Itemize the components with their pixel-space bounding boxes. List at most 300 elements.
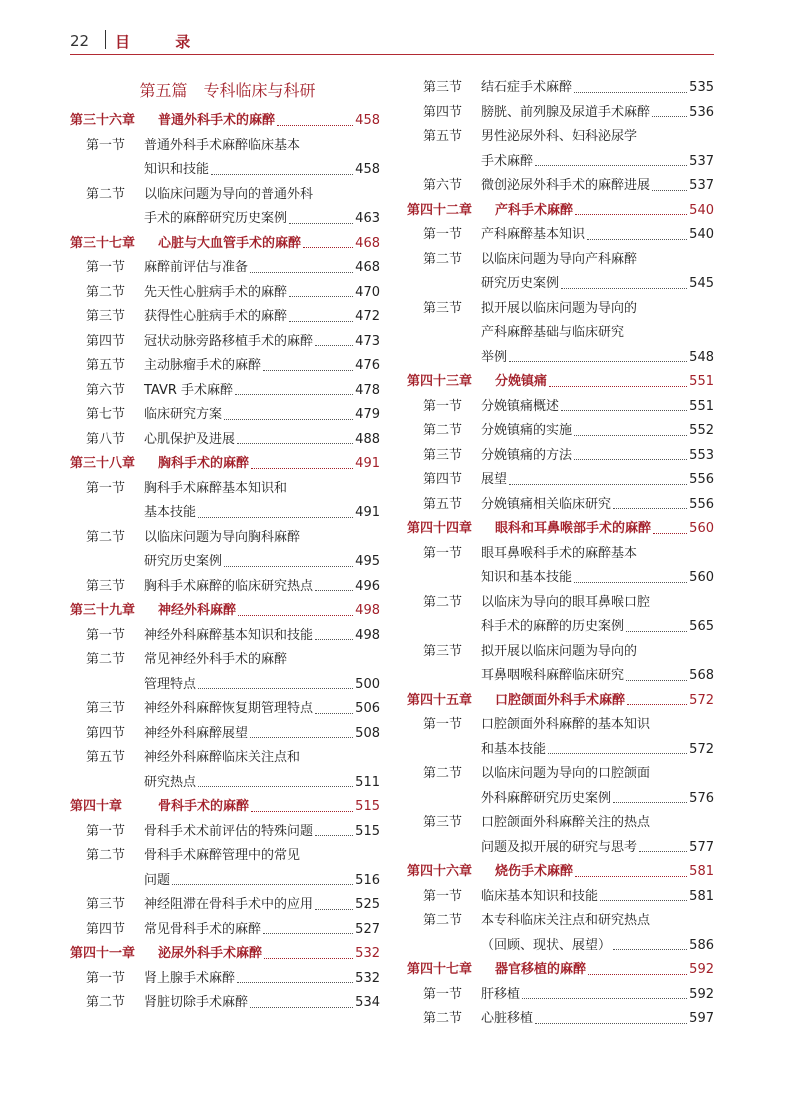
entry-title-line: [481, 640, 714, 665]
section-label: 第一节: [423, 545, 463, 561]
page-ref: 527: [355, 921, 380, 937]
section-label: 第五节: [423, 496, 463, 512]
dot-leader: [574, 419, 687, 436]
section-title: 胸科手术麻醉基本知识和: [144, 480, 288, 496]
toc-section-entry[interactable]: [70, 526, 380, 551]
section-title: 肾脏切除手术麻醉: [144, 995, 249, 1010]
section-title: 口腔颌面外科麻醉的基本知识: [481, 717, 651, 732]
page-ref: 576: [689, 790, 714, 806]
dot-leader: [289, 207, 353, 224]
toc-section-entry[interactable]: [70, 403, 380, 428]
dot-leader: [588, 958, 687, 975]
page-ref: 491: [355, 456, 380, 471]
dot-leader: [237, 967, 353, 984]
page-ref: 586: [689, 937, 714, 953]
page-ref: 458: [355, 162, 380, 177]
dot-leader: [639, 836, 687, 853]
entry-title-line: [481, 811, 714, 836]
entry-title-line: [481, 934, 714, 959]
page-ref: 479: [355, 407, 380, 422]
toc-section-entry[interactable]: [407, 272, 714, 297]
entry-title-line: [144, 967, 380, 992]
toc-section-entry[interactable]: [407, 76, 714, 101]
page-ref: 597: [689, 1011, 714, 1026]
section-title: 麻醉前评估与准备: [144, 260, 249, 275]
toc-chapter-entry[interactable]: [70, 232, 380, 257]
section-title: （回顾、现状、展望）: [481, 937, 612, 953]
section-title: 产科麻醉基础与临床研究: [481, 325, 625, 340]
section-title: 微创泌尿外科手术的麻醉进展: [481, 178, 651, 193]
toc-chapter-entry[interactable]: [70, 795, 380, 820]
entry-title-line: [144, 722, 380, 747]
entry-title-line: [144, 820, 380, 845]
section-title: 问题及拟开展的研究与思考: [481, 839, 638, 855]
dot-leader: [315, 575, 353, 592]
dot-leader: [626, 615, 687, 632]
page-ref: 556: [689, 496, 714, 512]
page-ref: 525: [355, 897, 380, 912]
toc-chapter-entry[interactable]: [70, 599, 380, 624]
entry-title-line: [481, 566, 714, 591]
toc-section-entry[interactable]: [407, 542, 714, 567]
entry-title-line: [144, 869, 380, 894]
toc-section-entry[interactable]: [407, 738, 714, 763]
page-ref: 581: [689, 864, 714, 879]
section-label: 第二节: [423, 251, 463, 267]
entry-title-line: [144, 526, 380, 551]
page-ref: 540: [689, 227, 714, 242]
entry-title-line: [158, 942, 380, 967]
page-ref: 560: [689, 521, 714, 536]
section-title: 神经外科麻醉基本知识和技能: [144, 627, 314, 643]
toc-section-entry[interactable]: [70, 893, 380, 918]
toc-section-entry[interactable]: [407, 321, 714, 346]
toc-chapter-entry[interactable]: [407, 689, 714, 714]
toc-section-entry[interactable]: [407, 787, 714, 812]
page-ref: 511: [355, 774, 380, 790]
entry-title-line: [481, 664, 714, 689]
toc-section-entry[interactable]: [407, 1007, 714, 1032]
page-ref: 488: [355, 431, 380, 447]
dot-leader: [549, 370, 687, 387]
section-title: 临床基本知识和技能: [481, 888, 599, 904]
section-title: 手术的麻醉研究历史案例: [144, 211, 288, 226]
section-title: 以临床问题为导向胸科麻醉: [144, 529, 301, 545]
dot-leader: [575, 860, 687, 877]
toc-section-entry[interactable]: [70, 550, 380, 575]
dot-leader: [613, 787, 687, 804]
page-ref: 532: [355, 970, 380, 986]
dot-leader: [613, 934, 687, 951]
toc-section-entry[interactable]: [70, 207, 380, 232]
section-title: 以临床为导向的眼耳鼻喉口腔: [481, 594, 651, 610]
toc-chapter-entry[interactable]: [407, 199, 714, 224]
section-label: 第一节: [86, 260, 126, 275]
page-ref: 560: [689, 570, 714, 585]
section-label: 第一节: [423, 888, 463, 904]
page-ref: 506: [355, 701, 380, 716]
page-ref: 551: [689, 398, 714, 414]
section-label: 第一节: [423, 986, 463, 1002]
section-label: 第三节: [86, 701, 126, 716]
toc-section-entry[interactable]: [70, 281, 380, 306]
toc-section-entry[interactable]: [407, 713, 714, 738]
toc-chapter-entry[interactable]: [70, 452, 380, 477]
toc-section-entry[interactable]: [407, 223, 714, 248]
toc-section-entry[interactable]: [70, 428, 380, 453]
section-title: 分娩镇痛概述: [481, 398, 560, 414]
section-label: 第二节: [423, 423, 463, 438]
entry-title-line: [144, 746, 380, 771]
entry-title-line: [495, 370, 714, 395]
section-title: 肝移植: [481, 986, 521, 1002]
toc-section-entry[interactable]: [407, 493, 714, 518]
entry-title-line: [481, 174, 714, 199]
dot-leader: [315, 697, 353, 714]
entry-title-line: [495, 860, 714, 885]
toc-section-entry[interactable]: [70, 918, 380, 943]
entry-title-line: [144, 673, 380, 698]
section-title: 产科麻醉基本知识: [481, 227, 586, 242]
toc-section-entry[interactable]: [70, 869, 380, 894]
page-ref: 556: [689, 472, 714, 487]
section-title: 主动脉瘤手术的麻醉: [144, 358, 262, 373]
page-ref: 498: [355, 603, 380, 618]
toc-section-entry[interactable]: [407, 174, 714, 199]
toc-section-entry[interactable]: [407, 640, 714, 665]
section-title: 骨科手术麻醉管理中的常见: [144, 848, 301, 863]
section-label: 第六节: [423, 178, 463, 193]
section-title: 口腔颌面外科麻醉关注的热点: [481, 815, 651, 830]
section-label: 第五节: [423, 129, 463, 144]
section-title: 心脏移植: [481, 1011, 534, 1026]
dot-leader: [548, 738, 687, 755]
entry-title-line: [481, 493, 714, 518]
dot-leader: [224, 403, 353, 420]
entry-title-line: [481, 1007, 714, 1032]
toc-section-entry[interactable]: [407, 419, 714, 444]
section-title: 肾上腺手术麻醉: [144, 970, 236, 986]
toc-section-entry[interactable]: [407, 150, 714, 175]
toc-chapter-entry[interactable]: [407, 860, 714, 885]
section-label: 第八节: [86, 431, 126, 447]
section-label: 第二节: [423, 766, 463, 781]
section-title: 神经外科麻醉临床关注点和: [144, 750, 301, 765]
section-label: 第一节: [86, 137, 126, 153]
entry-title-line: [144, 477, 380, 502]
entry-title-line: [481, 468, 714, 493]
toc-section-entry[interactable]: [407, 836, 714, 861]
toc-chapter-entry[interactable]: [407, 517, 714, 542]
entry-title-line: [481, 346, 714, 371]
toc-chapter-entry[interactable]: [407, 370, 714, 395]
dot-leader: [263, 354, 353, 371]
toc-section-entry[interactable]: [407, 909, 714, 934]
entry-title-line: [158, 232, 380, 257]
dot-leader: [315, 624, 353, 641]
toc-section-entry[interactable]: [70, 330, 380, 355]
part-title: 第五篇 专科临床与科研: [139, 81, 316, 100]
page-ref: 470: [355, 284, 380, 300]
page-ref: 537: [689, 153, 714, 169]
section-title: 拟开展以临床问题为导向的: [481, 300, 638, 316]
dot-leader: [198, 771, 353, 788]
section-title: 研究历史案例: [144, 554, 223, 569]
entry-title-line: [144, 379, 380, 404]
dot-leader: [172, 869, 353, 886]
page-ref: 592: [689, 962, 714, 977]
section-label: 第五节: [86, 358, 126, 373]
entry-title-line: [481, 297, 714, 322]
entry-title-line: [481, 223, 714, 248]
toc-section-entry[interactable]: [70, 967, 380, 992]
section-title: 神经外科麻醉展望: [144, 725, 249, 741]
toc-section-entry[interactable]: [407, 811, 714, 836]
chapter-label: 第三十六章: [70, 113, 136, 128]
dot-leader: [535, 150, 687, 167]
section-title: 临床研究方案: [144, 407, 223, 422]
entry-title-line: [144, 305, 380, 330]
section-title: 获得性心脏病手术的麻醉: [144, 309, 288, 324]
toc-section-entry[interactable]: [70, 991, 380, 1016]
entry-title-line: [481, 272, 714, 297]
toc-section-entry[interactable]: [407, 297, 714, 322]
toc-section-entry[interactable]: [70, 477, 380, 502]
dot-leader: [626, 664, 687, 681]
dot-leader: [535, 1007, 687, 1024]
chapter-title: 神经外科麻醉: [158, 603, 237, 618]
section-title: 分娩镇痛的方法: [481, 447, 573, 463]
dot-leader: [238, 599, 353, 616]
toc-section-entry[interactable]: [70, 305, 380, 330]
toc-section-entry[interactable]: [407, 983, 714, 1008]
dot-leader: [587, 223, 687, 240]
section-title: 神经外科麻醉恢复期管理特点: [144, 701, 314, 716]
entry-title-line: [481, 885, 714, 910]
toc-section-entry[interactable]: [407, 615, 714, 640]
section-title: 拟开展以临床问题为导向的: [481, 643, 638, 659]
dot-leader: [235, 379, 353, 396]
dot-leader: [224, 550, 353, 567]
entry-title-line: [144, 207, 380, 232]
page-ref: 516: [355, 872, 380, 888]
dot-leader: [600, 885, 687, 902]
toc-section-entry[interactable]: [407, 395, 714, 420]
entry-title-line: [144, 575, 380, 600]
page-ref: 515: [355, 799, 380, 814]
page-ref: 458: [355, 113, 380, 128]
toc-section-entry[interactable]: [407, 346, 714, 371]
entry-title-line: [144, 428, 380, 453]
toc-section-entry[interactable]: [70, 256, 380, 281]
page-number: 22: [70, 32, 90, 50]
section-label: 第四节: [423, 472, 463, 487]
section-title: 外科麻醉研究历史案例: [481, 790, 612, 806]
entry-title-line: [495, 517, 714, 542]
section-title: 冠状动脉旁路移植手术的麻醉: [144, 333, 314, 349]
page-ref: 572: [689, 692, 714, 708]
dot-leader: [198, 673, 353, 690]
page-ref: 537: [689, 178, 714, 193]
section-label: 第一节: [86, 823, 126, 839]
section-label: 第三节: [423, 300, 463, 316]
page-ref: 476: [355, 358, 380, 373]
entry-title-line: [144, 893, 380, 918]
chapter-title: 分娩镇痛: [495, 374, 548, 389]
dot-leader: [522, 983, 687, 1000]
section-label: 第三节: [423, 447, 463, 463]
section-title: 手术麻醉: [481, 153, 534, 169]
dot-leader: [303, 232, 353, 249]
dot-leader: [613, 493, 687, 510]
entry-title-line: [481, 591, 714, 616]
dot-leader: [652, 101, 687, 118]
entry-title-line: [144, 403, 380, 428]
section-title: 以临床问题为导向产科麻醉: [481, 251, 638, 267]
dot-leader: [315, 893, 353, 910]
chapter-title: 器官移植的麻醉: [495, 962, 587, 977]
section-title: 眼耳鼻喉科手术的麻醉基本: [481, 545, 638, 561]
section-title: 基本技能: [144, 505, 197, 520]
chapter-title: 心脏与大血管手术的麻醉: [158, 235, 302, 251]
page-ref: 572: [689, 741, 714, 757]
dot-leader: [237, 428, 353, 445]
page-ref: 540: [689, 202, 714, 218]
toc-section-entry[interactable]: [407, 248, 714, 273]
page-ref: 536: [689, 104, 714, 120]
toc-section-entry[interactable]: [407, 762, 714, 787]
toc-section-entry[interactable]: [70, 746, 380, 771]
header-title: 目 录: [115, 33, 211, 51]
section-label: 第二节: [86, 995, 126, 1010]
dot-leader: [561, 395, 687, 412]
entry-title-line: [144, 134, 380, 159]
toc-section-entry[interactable]: [407, 468, 714, 493]
section-title: 研究历史案例: [481, 276, 560, 291]
dot-leader: [211, 158, 353, 175]
toc-chapter-entry[interactable]: [407, 958, 714, 983]
toc-section-entry[interactable]: [70, 673, 380, 698]
section-label: 第二节: [86, 529, 126, 545]
section-title: 膀胱、前列腺及尿道手术麻醉: [481, 104, 651, 120]
entry-title-line: [481, 836, 714, 861]
section-label: 第四节: [86, 725, 126, 741]
toc-section-entry[interactable]: [407, 885, 714, 910]
toc-section-entry[interactable]: [407, 591, 714, 616]
page-ref: 468: [355, 235, 380, 251]
chapter-label: 第三十七章: [70, 235, 136, 251]
toc-section-entry[interactable]: [70, 501, 380, 526]
header-divider: [105, 30, 106, 49]
toc-section-entry[interactable]: [70, 722, 380, 747]
section-title: 胸科手术麻醉的临床研究热点: [144, 578, 314, 594]
section-label: 第四节: [86, 333, 126, 349]
toc-section-entry[interactable]: [70, 648, 380, 673]
toc-section-entry[interactable]: [70, 820, 380, 845]
section-title: 研究热点: [144, 774, 197, 790]
dot-leader: [627, 689, 687, 706]
chapter-title: 普通外科手术的麻醉: [158, 113, 276, 128]
entry-title-line: [144, 281, 380, 306]
toc-section-entry[interactable]: [70, 575, 380, 600]
section-label: 第六节: [86, 382, 126, 398]
chapter-label: 第四十七章: [407, 962, 473, 977]
section-label: 第三节: [423, 815, 463, 830]
section-label: 第二节: [423, 913, 463, 928]
chapter-label: 第四十三章: [407, 374, 473, 389]
page-ref: 496: [355, 578, 380, 594]
entry-title-line: [481, 738, 714, 763]
section-label: 第一节: [423, 398, 463, 414]
page-ref: 565: [689, 619, 714, 634]
entry-title-line: [481, 419, 714, 444]
section-title: 以临床问题为导向的口腔颌面: [481, 766, 651, 781]
dot-leader: [315, 820, 353, 837]
entry-title-line: [481, 395, 714, 420]
page-ref: 515: [355, 823, 380, 839]
entry-title-line: [481, 125, 714, 150]
toc-section-entry[interactable]: [407, 101, 714, 126]
section-label: 第三节: [86, 309, 126, 324]
entry-title-line: [144, 624, 380, 649]
entry-title-line: [144, 354, 380, 379]
section-title: 知识和技能: [144, 162, 210, 177]
entry-title-line: [144, 697, 380, 722]
toc-section-entry[interactable]: [70, 183, 380, 208]
toc-section-entry[interactable]: [70, 134, 380, 159]
toc-section-entry[interactable]: [407, 125, 714, 150]
page-ref: 532: [355, 946, 380, 961]
toc-chapter-entry[interactable]: [70, 942, 380, 967]
section-label: 第七节: [86, 407, 126, 422]
toc-section-entry[interactable]: [70, 158, 380, 183]
toc-section-entry[interactable]: [407, 444, 714, 469]
entry-title-line: [481, 76, 714, 101]
page-ref: 552: [689, 423, 714, 438]
section-title: 神经阻滞在骨科手术中的应用: [144, 897, 314, 912]
dot-leader: [574, 76, 687, 93]
chapter-title: 烧伤手术麻醉: [495, 864, 574, 879]
section-title: 问题: [144, 872, 171, 888]
toc-section-entry[interactable]: [407, 934, 714, 959]
dot-leader: [277, 109, 353, 126]
section-label: 第三节: [423, 80, 463, 95]
toc-section-entry[interactable]: [407, 566, 714, 591]
toc-section-entry[interactable]: [70, 844, 380, 869]
dot-leader: [653, 517, 687, 534]
toc-section-entry[interactable]: [407, 664, 714, 689]
toc-section-entry[interactable]: [70, 354, 380, 379]
section-label: 第一节: [86, 627, 126, 643]
section-label: 第一节: [86, 480, 126, 496]
entry-title-line: [144, 844, 380, 869]
section-label: 第一节: [423, 717, 463, 732]
toc-section-entry[interactable]: [70, 771, 380, 796]
chapter-label: 第三十八章: [70, 456, 136, 471]
dot-leader: [289, 305, 353, 322]
dot-leader: [264, 942, 353, 959]
toc-section-entry[interactable]: [70, 697, 380, 722]
entry-title-line: [481, 762, 714, 787]
entry-title-line: [144, 991, 380, 1016]
chapter-title: 骨科手术的麻醉: [158, 799, 250, 814]
toc-section-entry[interactable]: [70, 624, 380, 649]
dot-leader: [289, 281, 353, 298]
toc-section-entry[interactable]: [70, 379, 380, 404]
toc-chapter-entry[interactable]: [70, 109, 380, 134]
page-ref: 508: [355, 725, 380, 741]
dot-leader: [250, 256, 353, 273]
